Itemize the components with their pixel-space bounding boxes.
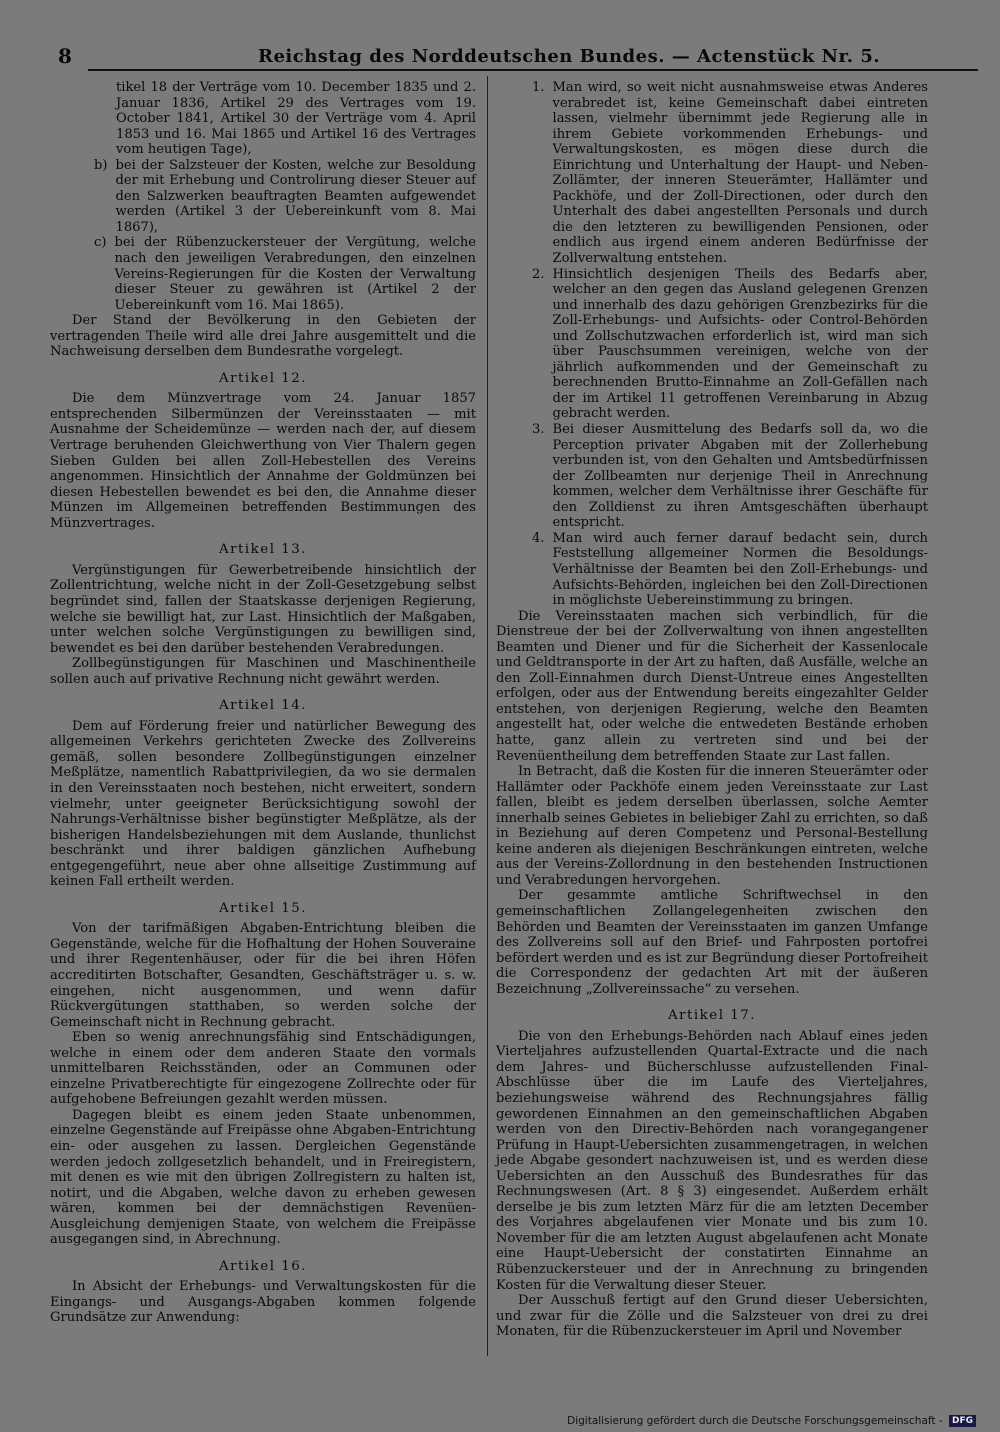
column-divider xyxy=(487,76,488,1356)
numbered-item xyxy=(496,267,928,422)
paragraph: Die Vereinsstaaten machen sich verbindlich, für die Dienstreue der bei der Zollverwaltung von ihnen angestellten Beamten und Diener und für die Sicherheit der Kassenlocale und Geldtransporte in der Art zu haften, daß Ausfälle, welche an den Zoll-Einnahmen durch Dienst-Untreue eines Angestellten erfolgen, oder aus der Entwendung bereits eingezahlter Gelder entstehen, von derjenigen Regierung, welche den Beamten angestellt hat, oder welche die entwedeten Bestände erhoben hatte, ganz allein zu vertreten sind und bei der Revenüentheilung dem betreffenden Staate zur Last fallen. xyxy=(496,608,928,764)
numbered-item-text: Hinsichtlich desjenigen Theils des Bedarfs aber, welcher an den gegen das Ausland gelegenen Grenzen und innerhalb des dazu gehörigen Grenzbezirks für die Zoll-Erhebungs- und Aufsichts- oder Control-Behörden und Zollschutzwachen erforderlich ist, wird man sich über Pauschsummen vereinigen, welche von der jährlich aufkommenden und der Gemeinschaft zu berechnenden Brutto-Einnahme an Zoll-Gefällen nach der im Artikel 11 getroffenen Vereinbarung in Abzug gebracht werden. xyxy=(552,266,928,422)
left-column xyxy=(50,80,476,1326)
document-page xyxy=(44,32,950,1360)
article-heading: Artikel 15. xyxy=(218,900,308,916)
right-column xyxy=(496,80,928,1340)
paragraph: Dagegen bleibt es einem jeden Staate unbenommen, einzelne Gegenstände auf Freipässe ohne Abgaben-Entrichtung ein- oder ausgehen zu lassen. Dergleichen Gegenstände werden jedoch zollgesetzlich behandelt, und in Freiregistern, mit denen es wie mit den übrigen Zollregistern zu halten ist, notirt, und die Abgaben, welche davon zu erheben gewesen wären, kommen bei der demnächstigen Revenüen-Ausgleichung demjenigen Staate, von welchem die Freipässe ausgegangen sind, in Abrechnung. xyxy=(50,1107,476,1248)
paragraph: Die dem Münzvertrage vom 24. Januar 1857 entsprechenden Silbermünzen der Vereinsstaaten — mit Ausnahme der Scheidemünze — werden nach der, auf diesem Vertrage beruhenden Gleichwerthung von Vier Thalern gegen Sieben Gulden bei allen Zoll-Hebestellen des Vereins angenommen. Hinsichtlich der Annahme der Goldmünzen bei diesen Hebestellen bewendet es bei den, die Annahme dieser Münzen im Allgemeinen betreffenden Bestimmungen des Münzvertrages. xyxy=(50,391,476,531)
numbered-item-text: Bei dieser Ausmittelung des Bedarfs soll da, wo die Perception privater Abgaben mit der Zollerhebung verbunden ist, von den Gehalten und Amtsbedürfnissen der Zollbeamten nur derjenige Theil in Anrechnung kommen, welcher dem Verhältnisse ihrer Geschäfte für den Zolldienst zu ihren Amtsgeschäften überhaupt entspricht. xyxy=(552,422,928,531)
article-heading: Artikel 12. xyxy=(218,370,308,386)
list-item xyxy=(50,235,476,313)
header-rule xyxy=(88,69,978,71)
paragraph: Von der tarifmäßigen Abgaben-Entrichtung bleiben die Gegenstände, welche für die Hofhaltung der Hohen Souveraine und ihrer Regentenhäuser, oder für die bei ihren Höfen accreditirten Botschafter, Gesandten, Geschäftsträger u. s. w. eingehen, nicht ausgenommen, und wenn dafür Rückvergütungen statthaben, so werden solche der Gemeinschaft nicht in Rechnung gebracht. xyxy=(50,921,476,1030)
numbered-item-text: Man wird auch ferner darauf bedacht sein, durch Feststellung allgemeiner Normen die Besoldungs-Verhältnisse der Beamten bei den Zoll-Erhebungs- und Aufsichts-Behörden, ingleichen bei den Zoll-Directionen in möglichste Uebereinstimmung zu bringen. xyxy=(552,530,928,609)
list-marker: b) xyxy=(94,157,108,173)
list-marker: c) xyxy=(94,235,107,251)
numbered-item xyxy=(496,80,928,267)
numbered-item-text: Man wird, so weit nicht ausnahmsweise etwas Anderes verabredet ist, keine Gemeinschaft dabei eintreten lassen, vielmehr übernimmt jede Regierung alle in ihrem Gebiete vorkommenden Erhebungs- und Verwaltungskosten, es mögen diese durch die Einrichtung und Unterhaltung der Haupt- und Neben-Zollämter, der inneren Steuerämter, Hallämter und Packhöfe, und der Zoll-Directionen, oder durch den Unterhalt des dabei angestellten Personals und durch die den letzteren zu bewilligenden Pensionen, oder endlich aus irgend einem anderen Bedürfnisse der Zollverwaltung entstehen. xyxy=(552,80,928,267)
page-header xyxy=(58,38,938,72)
article-heading: Artikel 13. xyxy=(218,542,308,558)
item-number: 4. xyxy=(532,530,545,546)
digitization-credit xyxy=(567,1415,976,1427)
list-item-text: bei der Rübenzuckersteuer der Vergütung, welche nach den jeweiligen Verabredungen, den einzelnen Vereins-Regierungen für die Kosten der Verwaltung dieser Steuer zu gewähren ist (Artikel 2 der Uebereinkunft vom 16. Mai 1865). xyxy=(114,235,476,313)
paragraph: Der Stand der Bevölkerung in den Gebieten der vertragenden Theile wird alle drei Jahre ausgemittelt und die Nachweisung derselben dem Bundesrathe vorgelegt. xyxy=(50,313,476,360)
paragraph: Zollbegünstigungen für Maschinen und Maschinentheile sollen auch auf privative Rechnung nicht gewährt werden. xyxy=(50,656,476,687)
credit-text: Digitalisierung gefördert durch die Deutsche Forschungsgemeinschaft - xyxy=(567,1415,943,1427)
item-number: 1. xyxy=(532,80,545,95)
dfg-logo: DFG xyxy=(949,1415,976,1427)
continued-item: tikel 18 der Verträge vom 10. December 1835 und 2. Januar 1836, Artikel 29 des Vertrages vom 19. October 1841, Artikel 30 der Verträge vom 4. April 1853 und 16. Mai 1865 und Artikel 16 des Vertrages vom heutigen Tage), xyxy=(116,80,476,158)
paragraph: Die von den Erhebungs-Behörden nach Ablauf eines jeden Vierteljahres aufzustellenden Quartal-Extracte und die nach dem Jahres- und Bücherschlusse aufzustellenden Final-Abschlüsse über die im Laufe des Vierteljahres, beziehungsweise während des Rechnungsjahres fällig gewordenen Einnahmen an den gemeinschaftlichen Abgaben werden von den Directiv-Behörden nach vorangegangener Prüfung in Haupt-Uebersichten zusammengetragen, in welchen jede Abgabe gesondert nachzuweisen ist, und es werden diese Uebersichten an den Ausschuß des Bundesrathes für das Rechnungswesen (Art. 8 § 3) eingesendet. Außerdem erhält derselbe je bis zum letzten März für die am letzten December des Vorjahres abgelaufenen vier Monate und bis zum 10. November für die am letzten August abgelaufenen acht Monate eine Haupt-Uebersicht der constatirten Einnahme an Rübenzuckersteuer und der in Anrechnung zu bringenden Kosten für die Verwaltung dieser Steuer. xyxy=(496,1028,928,1293)
article-heading: Artikel 16. xyxy=(218,1258,308,1274)
article-heading: Artikel 17. xyxy=(667,1008,757,1024)
paragraph: Eben so wenig anrechnungsfähig sind Entschädigungen, welche in einem oder dem anderen Staate den vormals unmittelbaren Reichsständen, oder an Communen oder einzelne Privatberechtigte für eingezogene Zollrechte oder für aufgehobene Befreiungen gezahlt werden müssen. xyxy=(50,1030,476,1108)
paragraph: Der gesammte amtliche Schriftwechsel in den gemeinschaftlichen Zollangelegenheiten zwischen den Behörden und Beamten der Vereinsstaaten im ganzen Umfange des Zollvereins soll auf den Brief- und Fahrposten portofrei befördert werden und es ist zur Begründung dieser Portofreiheit die Correspondenz der gedachten Art mit der äußeren Bezeichnung „Zollvereinssache“ zu versehen. xyxy=(496,888,928,997)
paragraph: Dem auf Förderung freier und natürlicher Bewegung des allgemeinen Verkehrs gerichteten Zwecke des Zollvereins gemäß, sollen besondere Zollbegünstigungen einzelner Meßplätze, namentlich Rabattprivilegien, da wo sie dermalen in den Vereinsstaaten noch bestehen, nicht erweitert, sondern vielmehr, unter geeigneter Berücksichtigung sowohl der Nahrungs-Verhältnisse bisher begünstigter Meßplätze, als der bisherigen Handelsbeziehungen mit dem Auslande, thunlichst beschränkt und ihrer baldigen gänzlichen Aufhebung entgegengeführt, neue aber ohne allseitige Zustimmung auf keinen Fall ertheilt werden. xyxy=(50,718,476,890)
running-title: Reichstag des Norddeutschen Bundes. — Actenstück Nr. 5. xyxy=(258,46,881,67)
paragraph: Der Ausschuß fertigt auf den Grund dieser Uebersichten, und zwar für die Zölle und die Salzsteuer von drei zu drei Monaten, für die Rübenzuckersteuer im April und November xyxy=(496,1293,928,1340)
list-item-text: bei der Salzsteuer der Kosten, welche zur Besoldung der mit Erhebung und Controlirung dieser Steuer auf den Salzwerken beauftragten Beamten aufgewendet werden (Artikel 3 der Uebereinkunft vom 8. Mai 1867), xyxy=(115,157,476,235)
numbered-item xyxy=(496,422,928,531)
paragraph: Vergünstigungen für Gewerbetreibende hinsichtlich der Zollentrichtung, welche nicht in der Zoll-Gesetzgebung selbst begründet sind, fallen der Staatskasse derjenigen Regierung, welche sie bewilligt hat, zur Last. Hinsichtlich der Maßgaben, unter welchen solche Vergünstigungen zu bewilligen sind, bewendet es bei den darüber bestehenden Verabredungen. xyxy=(50,562,476,656)
numbered-item xyxy=(496,531,928,609)
article-heading: Artikel 14. xyxy=(218,698,308,714)
page-number: 8 xyxy=(58,44,72,68)
paragraph: In Absicht der Erhebungs- und Verwaltungskosten für die Eingangs- und Ausgangs-Abgaben kommen folgende Grundsätze zur Anwendung: xyxy=(50,1279,476,1326)
list-item xyxy=(50,158,476,236)
item-number: 3. xyxy=(532,422,545,438)
item-number: 2. xyxy=(532,266,545,282)
paragraph: In Betracht, daß die Kosten für die inneren Steuerämter oder Hallämter oder Packhöfe einem jeden Vereinsstaate zur Last fallen, bleibt es jedem derselben überlassen, solche Aemter innerhalb seines Gebietes in beliebiger Zahl zu errichten, so daß in Beziehung auf deren Competenz und Personal-Bestellung keine anderen als diejenigen Beschränkungen eintreten, welche aus der Vereins-Zollordnung in den bestehenden Instructionen und Verabredungen hervorgehen. xyxy=(496,764,928,888)
